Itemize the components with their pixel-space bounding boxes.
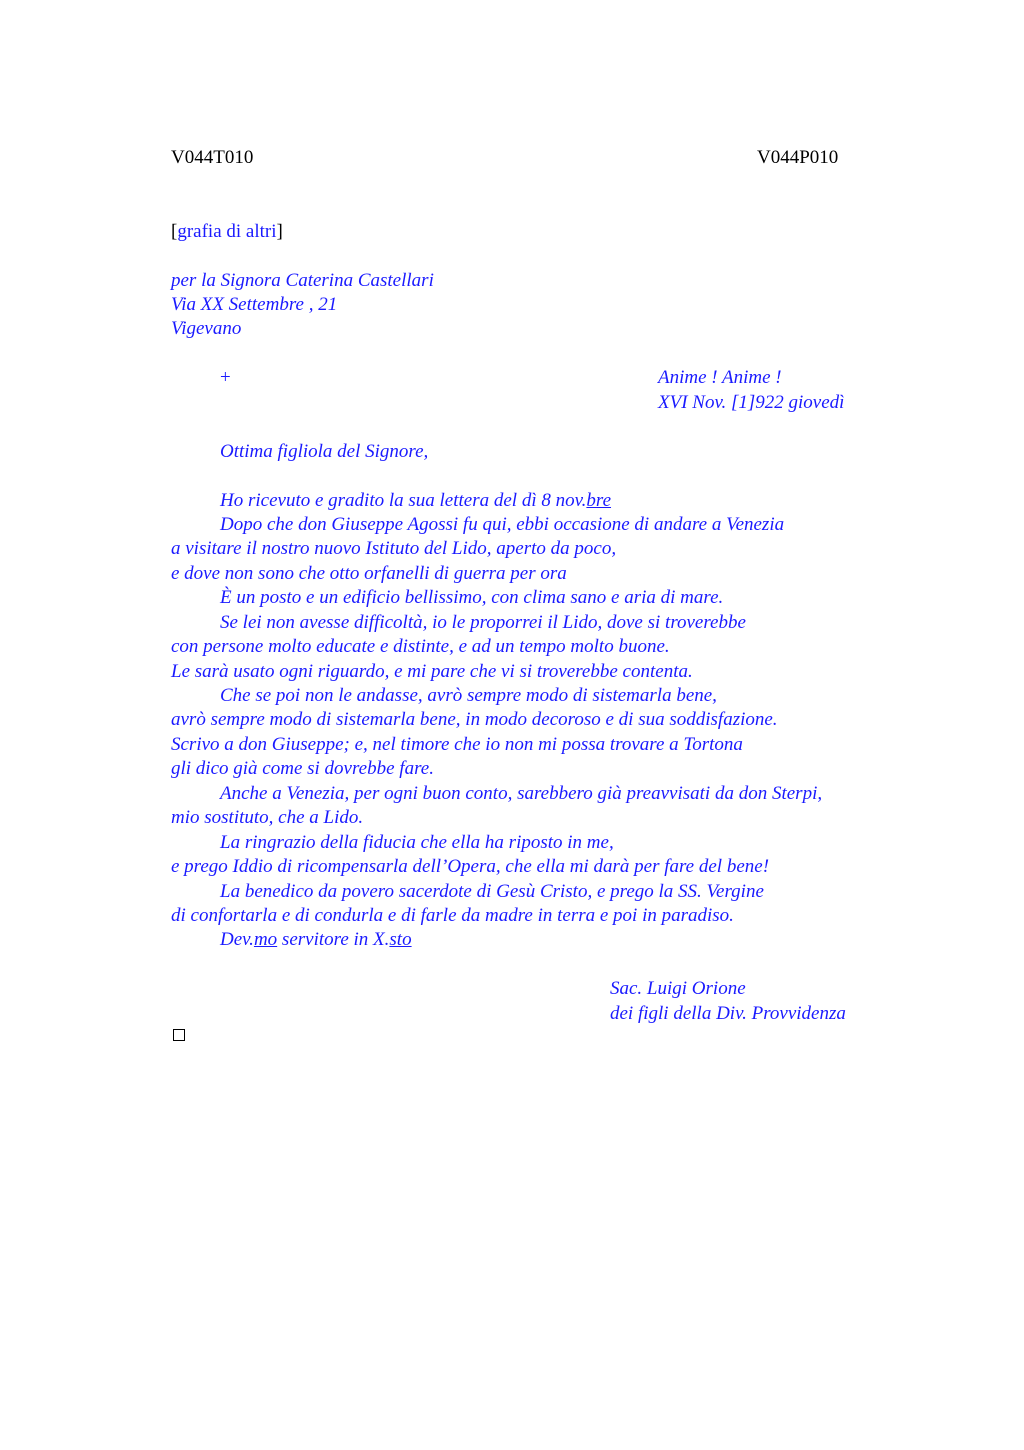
closing-superscript-sto: sto (389, 929, 412, 950)
note-open-bracket: [ (171, 221, 178, 242)
body-line-7: con persone molto educate e distinte, e ad un tempo molto buone. (171, 636, 670, 657)
body-line-18: di confortarla e di condurla e di farle da madre in terra e poi in paradiso. (171, 905, 734, 926)
body-line-1 (220, 489, 611, 513)
body-line-15: La ringrazio della fiducia che ella ha riposto in me, (220, 832, 614, 853)
address-recipient: per la Signora Caterina Castellari (171, 270, 434, 291)
document-code-left: V044T010 (171, 147, 254, 168)
body-line-14: mio sostituto, che a Lido. (171, 807, 364, 828)
signature-title: dei figli della Div. Provvidenza (610, 1003, 846, 1024)
letter-date: XVI Nov. [1]922 giovedì (658, 392, 845, 413)
note-close-bracket: ] (276, 221, 283, 242)
body-line-9: Che se poi non le andasse, avrò sempre modo di sistemarla bene, (220, 685, 717, 706)
body-line-3: a visitare il nostro nuovo Istituto del Lido, aperto da poco, (171, 538, 617, 559)
editorial-note (171, 220, 283, 244)
address-city: Vigevano (171, 318, 242, 339)
body-line-8: Le sarà usato ogni riguardo, e mi pare che vi si troverebbe contenta. (171, 661, 693, 682)
salutation: Ottima figliola del Signore, (220, 441, 429, 462)
note-text: grafia di altri (177, 221, 277, 242)
address-street: Via XX Settembre , 21 (171, 294, 338, 315)
closing-servitore: servitore in X. (277, 929, 390, 950)
abbreviation-superscript: bre (586, 490, 612, 511)
signature-name: Sac. Luigi Orione (610, 978, 746, 999)
motto: Anime ! Anime ! (658, 367, 782, 388)
body-line-13: Anche a Venezia, per ogni buon conto, sarebbero già preavvisati da don Sterpi, (220, 783, 823, 804)
cross-symbol: + (220, 367, 231, 388)
body-line-6: Se lei non avesse difficoltà, io le proporrei il Lido, dove si troverebbe (220, 612, 746, 633)
body-line-1-text: Ho ricevuto e gradito la sua lettera del dì 8 nov. (220, 490, 587, 511)
body-line-5: È un posto e un edificio bellissimo, con clima sano e aria di mare. (220, 587, 724, 608)
end-marker-square-icon (173, 1029, 185, 1041)
document-code-right: V044P010 (757, 147, 839, 168)
closing-superscript-mo: mo (253, 929, 278, 950)
body-line-2: Dopo che don Giuseppe Agossi fu qui, ebbi occasione di andare a Venezia (220, 514, 785, 535)
closing-dev: Dev. (220, 929, 254, 950)
body-line-16: e prego Iddio di ricompensarla dell’Opera, che ella mi darà per fare del bene! (171, 856, 770, 877)
body-line-12: gli dico già come si dovrebbe fare. (171, 758, 434, 779)
body-line-4: e dove non sono che otto orfanelli di guerra per ora (171, 563, 567, 584)
body-line-10: avrò sempre modo di sistemarla bene, in modo decoroso e di sua soddisfazione. (171, 709, 778, 730)
body-line-17: La benedico da povero sacerdote di Gesù Cristo, e prego la SS. Vergine (220, 881, 764, 902)
closing-formula (220, 928, 412, 952)
body-line-11: Scrivo a don Giuseppe; e, nel timore che io non mi possa trovare a Tortona (171, 734, 743, 755)
